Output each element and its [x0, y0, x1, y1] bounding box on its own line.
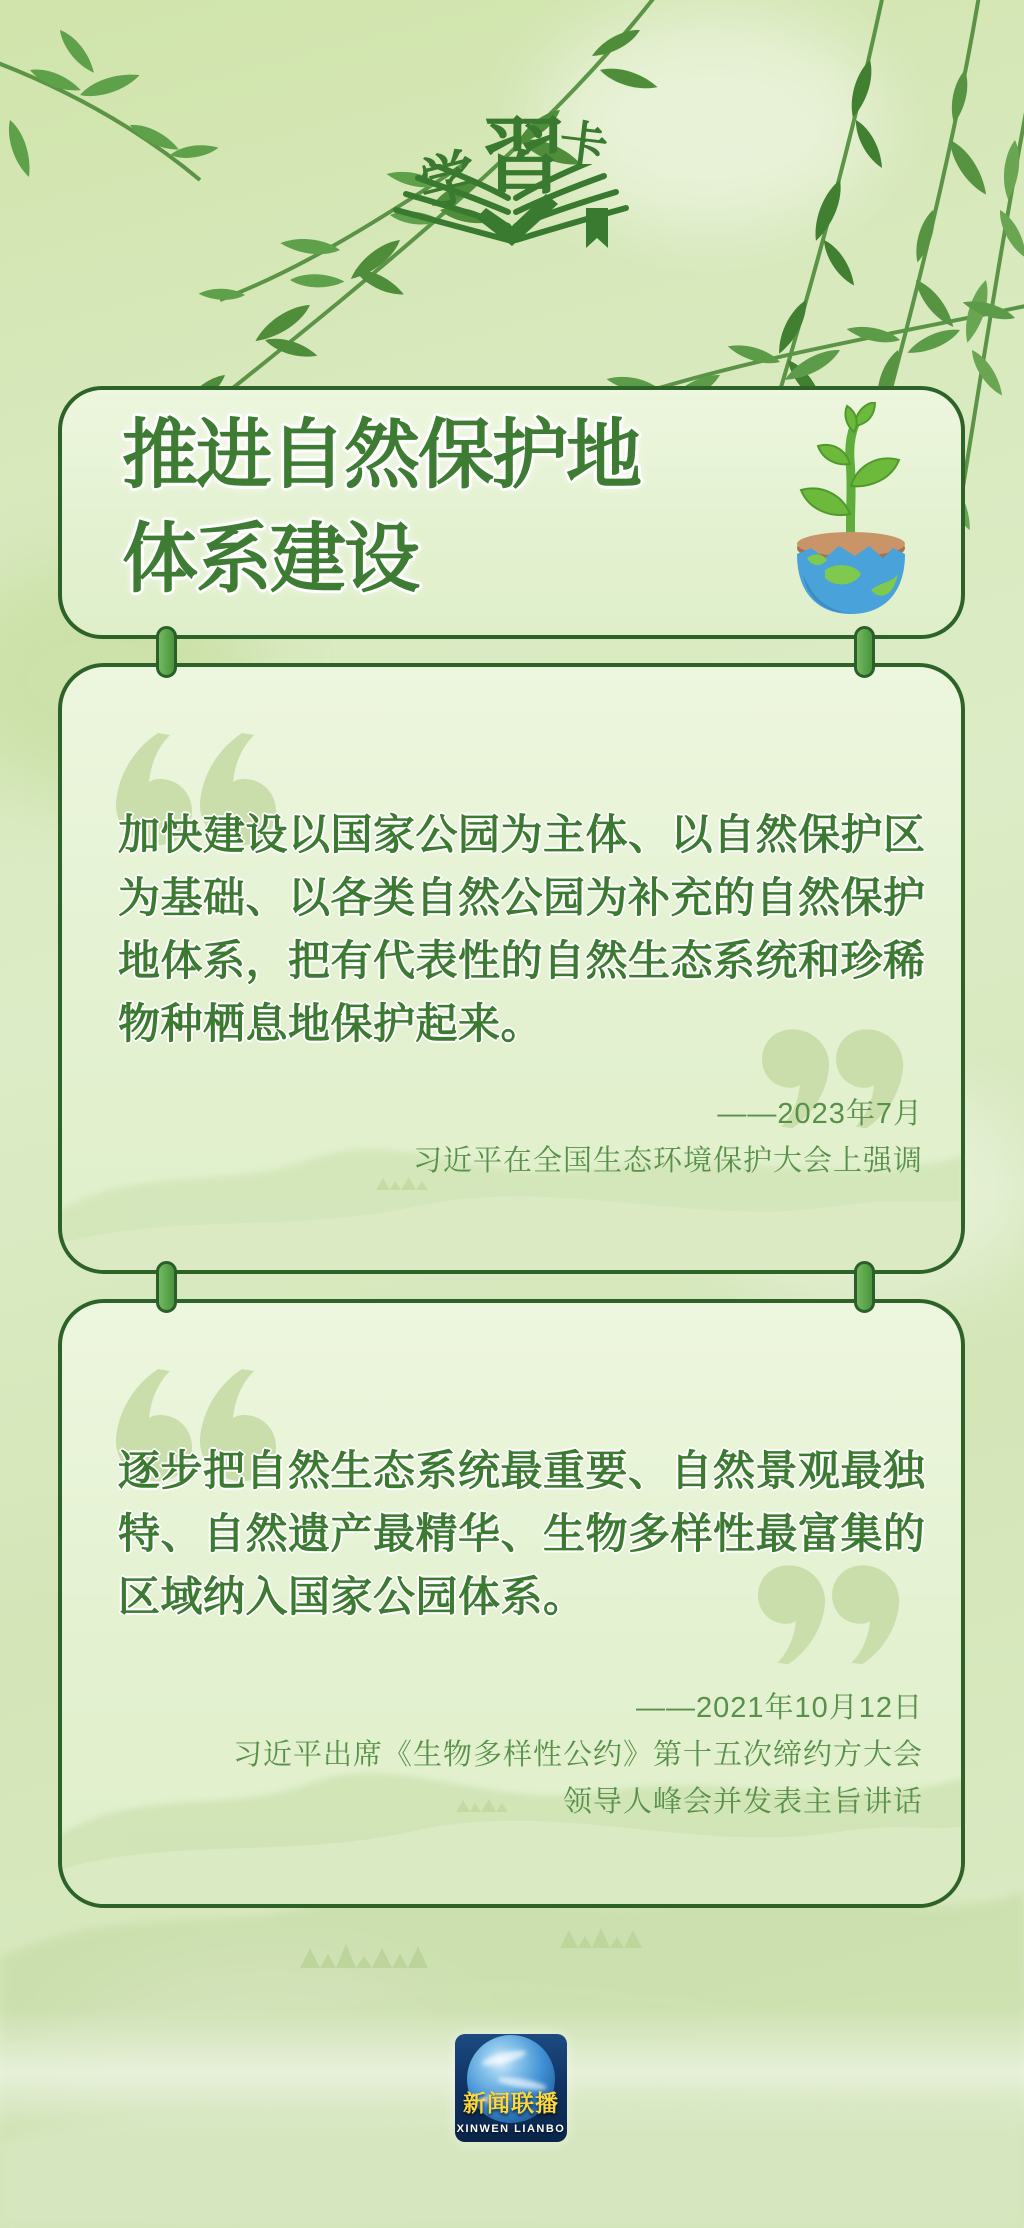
quote-line: 为基础、以各类自然公园为补充的自然保护: [118, 874, 926, 921]
quote-card-2021: [58, 1299, 965, 1908]
quote-line: 加快建设以国家公园为主体、以自然保护区: [118, 811, 926, 858]
quote-source: 领导人峰会并发表主旨讲话: [562, 1786, 923, 1818]
quote-line: 物种栖息地保护起来。: [118, 1000, 544, 1047]
hinge-peg: [156, 1261, 177, 1313]
logo-char-xue: 学: [412, 142, 485, 220]
quote-text: [118, 803, 926, 1055]
quote-source: 习近平在全国生态环境保护大会上强调: [412, 1145, 923, 1177]
quote-attribution: [413, 1091, 923, 1185]
quote-text: [118, 1439, 926, 1628]
quote-line: 特、自然遗产最精华、生物多样性最富集的: [118, 1510, 926, 1557]
hinge-peg: [854, 626, 875, 678]
sapling-globe-icon: [771, 402, 931, 618]
footer-logo-cn: 新闻联播: [463, 2090, 559, 2116]
xinwen-lianbo-logo: [455, 2034, 567, 2142]
hinge-peg: [156, 626, 177, 678]
quote-date: ——2023年7月: [717, 1098, 923, 1130]
logo-char-xi: 習: [482, 110, 567, 204]
quote-line: 区域纳入国家公园体系。: [118, 1573, 586, 1620]
poster-title: [122, 404, 640, 612]
quote-line: 逐步把自然生态系统最重要、自然景观最独: [118, 1447, 926, 1494]
xuexika-logo: [388, 94, 644, 246]
title-line-1: 推进自然保护地: [122, 413, 640, 498]
quote-line: 地体系，把有代表性的自然生态系统和珍稀: [118, 937, 926, 984]
title-card: [58, 386, 965, 639]
quote-attribution: [233, 1685, 923, 1826]
logo-char-ka: 卡: [556, 116, 611, 175]
hinge-peg: [854, 1261, 875, 1313]
open-book-icon: [388, 164, 638, 254]
quote-date: ——2021年10月12日: [635, 1692, 923, 1724]
quote-card-2023: [58, 663, 965, 1274]
title-line-2: 体系建设: [122, 517, 418, 602]
footer-logo-en: XINWEN LIANBO: [456, 2123, 566, 2135]
quote-source: 习近平出席《生物多样性公约》第十五次缔约方大会: [232, 1739, 923, 1771]
